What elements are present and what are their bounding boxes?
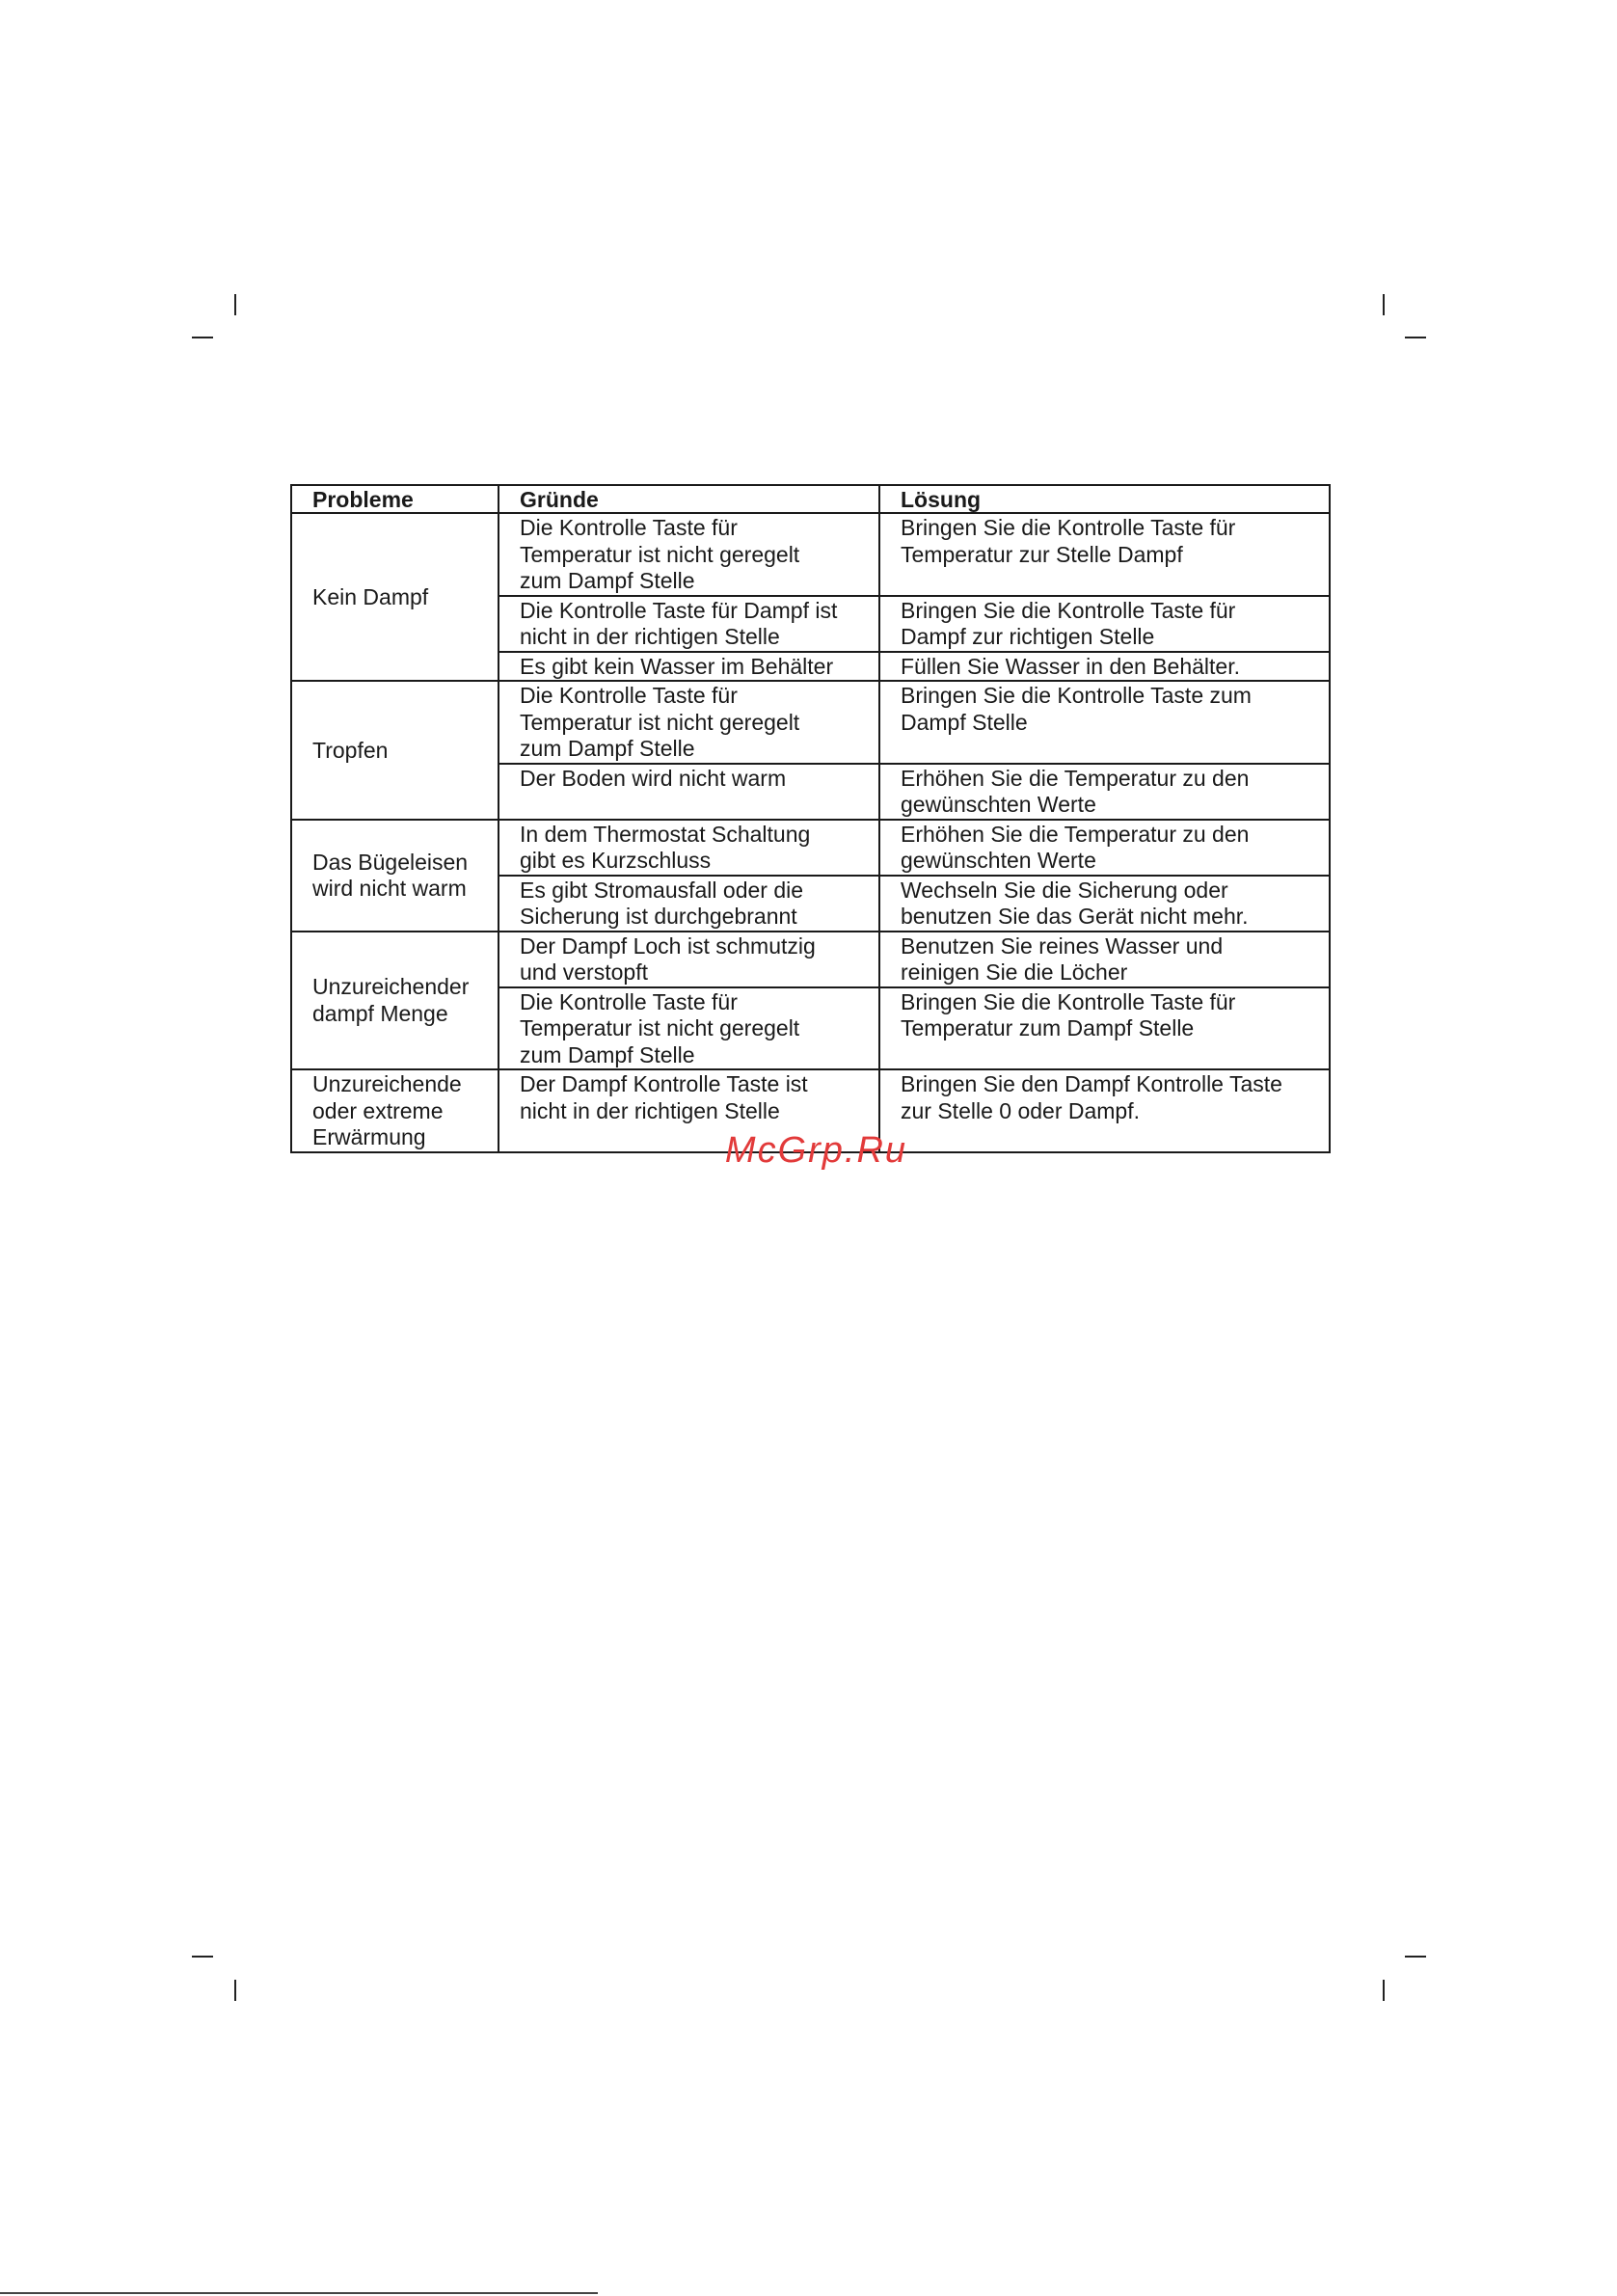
- troubleshooting-table: [290, 484, 1331, 1153]
- footer-divider: [0, 2292, 598, 2294]
- cause-cell: In dem Thermostat Schaltung gibt es Kurzschluss: [499, 820, 879, 876]
- crop-mark: [1383, 1980, 1385, 2001]
- crop-mark: [1405, 1956, 1426, 1958]
- solution-cell: Bringen Sie den Dampf Kontrolle Taste zur Stelle 0 oder Dampf.: [879, 1069, 1330, 1152]
- solution-cell: Füllen Sie Wasser in den Behälter.: [879, 652, 1330, 682]
- cause-cell: Es gibt kein Wasser im Behälter: [499, 652, 879, 682]
- cause-cell: Die Kontrolle Taste für Temperatur ist nicht geregelt zum Dampf Stelle: [499, 513, 879, 596]
- crop-mark: [192, 1956, 213, 1958]
- problem-cell: Tropfen: [291, 681, 499, 820]
- crop-mark: [1383, 294, 1385, 315]
- header-row: [291, 485, 1330, 513]
- problem-cell: Unzureichende oder extreme Erwärmung: [291, 1069, 499, 1152]
- crop-mark: [1405, 337, 1426, 338]
- crop-mark: [192, 337, 213, 338]
- table-row: [291, 820, 1330, 876]
- cause-cell: Die Kontrolle Taste für Temperatur ist nicht geregelt zum Dampf Stelle: [499, 987, 879, 1070]
- crop-mark: [234, 294, 236, 315]
- solution-cell: Bringen Sie die Kontrolle Taste zum Dampf Stelle: [879, 681, 1330, 764]
- cause-cell: Es gibt Stromausfall oder die Sicherung ist durchgebrannt: [499, 876, 879, 932]
- header-problems: Probleme: [291, 485, 499, 513]
- table-row: [291, 932, 1330, 987]
- problem-cell: Das Bügeleisen wird nicht warm: [291, 820, 499, 932]
- solution-cell: Bringen Sie die Kontrolle Taste für Dampf zur richtigen Stelle: [879, 596, 1330, 652]
- header-solution: Lösung: [879, 485, 1330, 513]
- solution-cell: Bringen Sie die Kontrolle Taste für Temperatur zur Stelle Dampf: [879, 513, 1330, 596]
- table-body: [291, 513, 1330, 1152]
- solution-cell: Bringen Sie die Kontrolle Taste für Temperatur zum Dampf Stelle: [879, 987, 1330, 1070]
- solution-cell: Wechseln Sie die Sicherung oder benutzen Sie das Gerät nicht mehr.: [879, 876, 1330, 932]
- cause-cell: Der Dampf Loch ist schmutzig und verstopft: [499, 932, 879, 987]
- cause-cell: Der Boden wird nicht warm: [499, 764, 879, 820]
- problem-cell: Kein Dampf: [291, 513, 499, 681]
- header-causes: Gründe: [499, 485, 879, 513]
- table-header: [291, 485, 1330, 513]
- cause-cell: Die Kontrolle Taste für Dampf ist nicht in der richtigen Stelle: [499, 596, 879, 652]
- table-row: [291, 681, 1330, 764]
- table-row: [291, 513, 1330, 596]
- watermark-text: McGrp.Ru: [724, 1130, 908, 1171]
- cause-cell: Die Kontrolle Taste für Temperatur ist nicht geregelt zum Dampf Stelle: [499, 681, 879, 764]
- solution-cell: Erhöhen Sie die Temperatur zu den gewünschten Werte: [879, 764, 1330, 820]
- crop-mark: [234, 1980, 236, 2001]
- problem-cell: Unzureichender dampf Menge: [291, 932, 499, 1070]
- cause-cell: Der Dampf Kontrolle Taste ist nicht in der richtigen Stelle: [499, 1069, 879, 1152]
- solution-cell: Benutzen Sie reines Wasser und reinigen Sie die Löcher: [879, 932, 1330, 987]
- solution-cell: Erhöhen Sie die Temperatur zu den gewünschten Werte: [879, 820, 1330, 876]
